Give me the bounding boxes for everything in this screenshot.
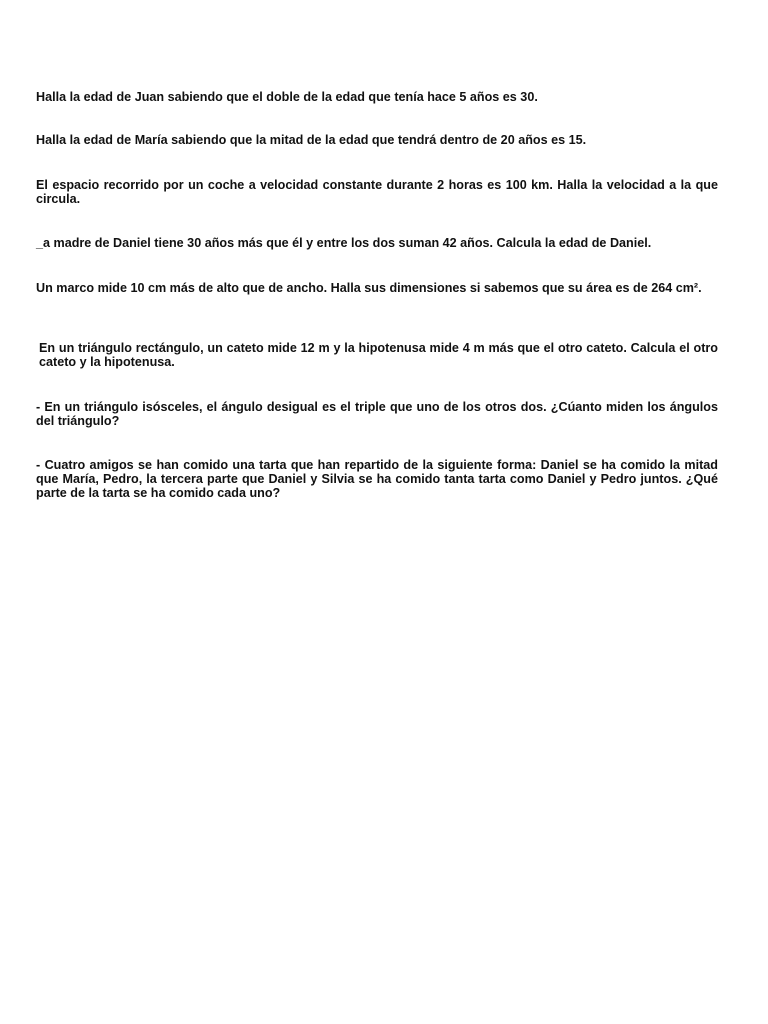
problem-5: Un marco mide 10 cm más de alto que de ancho. Halla sus dimensiones si sabemos que su área es de 264 cm².	[36, 281, 702, 295]
problem-1: Halla la edad de Juan sabiendo que el doble de la edad que tenía hace 5 años es 30.	[36, 90, 538, 104]
problem-3: El espacio recorrido por un coche a velocidad constante durante 2 horas es 100 km. Halla la velocidad a la que circula.	[36, 178, 718, 206]
problem-6: En un triángulo rectángulo, un cateto mide 12 m y la hipotenusa mide 4 m más que el otro cateto. Calcula el otro cateto y la hipotenusa.	[39, 341, 718, 369]
problem-4: _a madre de Daniel tiene 30 años más que él y entre los dos suman 42 años. Calcula la edad de Daniel.	[36, 236, 652, 250]
problem-7: - En un triángulo isósceles, el ángulo desigual es el triple que uno de los otros dos. ¿Cúanto miden los ángulos del triángulo?	[36, 400, 718, 428]
problem-8: - Cuatro amigos se han comido una tarta que han repartido de la siguiente forma: Daniel se ha comido la mitad que María, Pedro, la tercera parte que Daniel y Silvia se ha comido tanta tarta como Daniel y Pedro juntos. ¿Qué parte de la tarta se ha comido cada uno?	[36, 458, 718, 500]
problem-2: Halla la edad de María sabiendo que la mitad de la edad que tendrá dentro de 20 años es 15.	[36, 133, 587, 147]
